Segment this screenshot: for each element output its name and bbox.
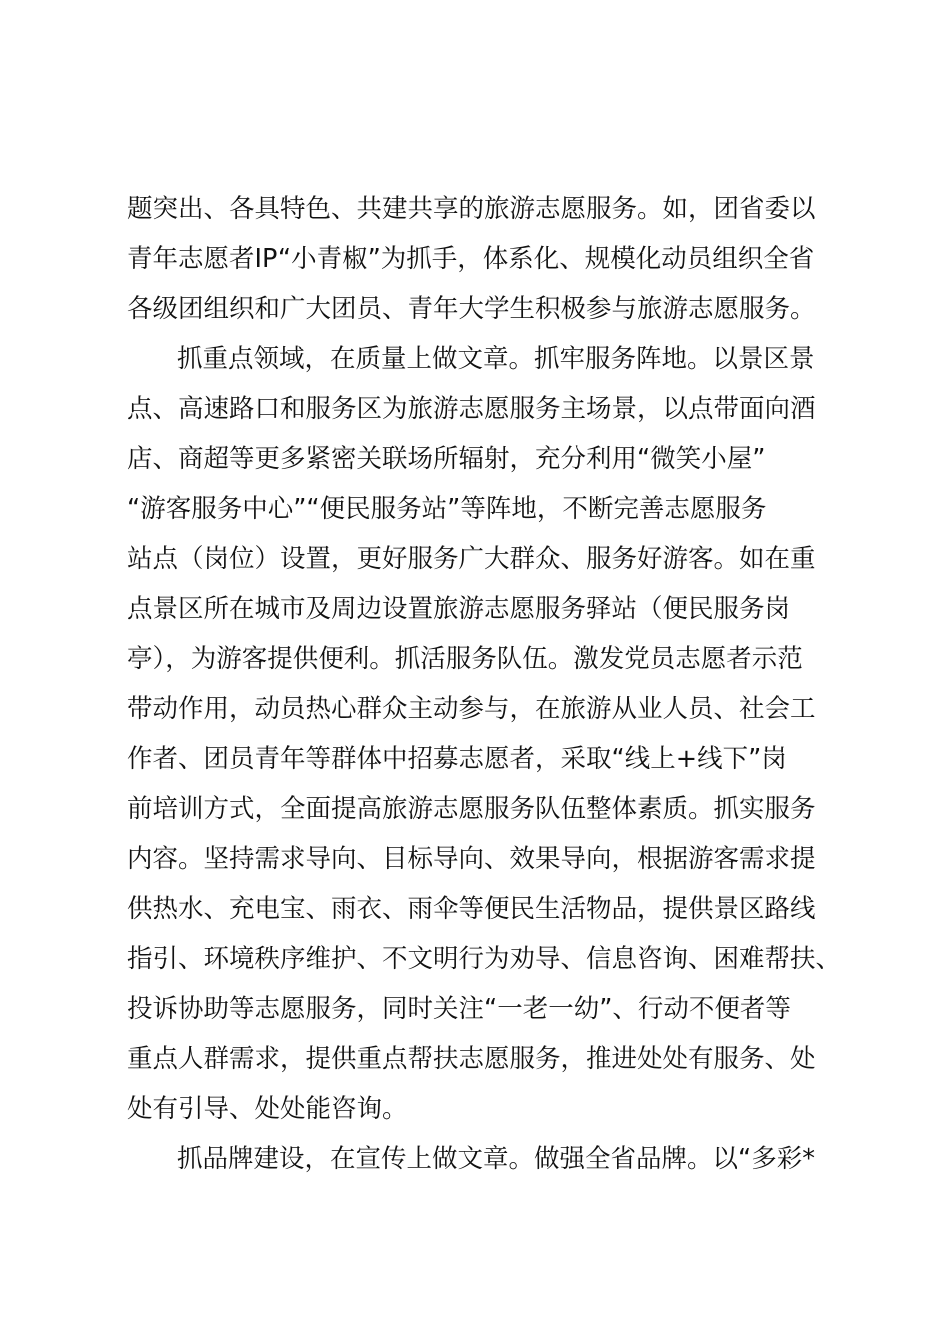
text-line: 投诉协助等志愿服务，同时关注“一老一幼”、行动不便者等 <box>127 994 791 1024</box>
paragraph-start-line: 抓重点领域，在质量上做文章。抓牢服务阵地。以景区景 <box>177 344 815 374</box>
body-text <box>127 184 857 1184</box>
text-line: 作者、团员青年等群体中招募志愿者，采取“线上+线下”岗 <box>127 744 787 774</box>
text-line: 各级团组织和广大团员、青年大学生积极参与旅游志愿服务。 <box>127 294 816 324</box>
text-line: 重点人群需求，提供重点帮扶志愿服务，推进处处有服务、处 <box>127 1044 816 1074</box>
paragraph-start-line: 抓品牌建设，在宣传上做文章。做强全省品牌。以“多彩* <box>177 1144 815 1174</box>
text-line: 内容。坚持需求导向、目标导向、效果导向，根据游客需求提 <box>127 844 816 874</box>
text-line: 青年志愿者IP“小青椒”为抓手，体系化、规模化动员组织全省 <box>127 244 815 274</box>
text-line: 点、高速路口和服务区为旅游志愿服务主场景，以点带面向酒 <box>127 394 816 424</box>
text-line: 前培训方式，全面提高旅游志愿服务队伍整体素质。抓实服务 <box>127 794 816 824</box>
text-line: 处有引导、处处能咨询。 <box>127 1094 408 1124</box>
text-line: 店、商超等更多紧密关联场所辐射，充分利用“微笑小屋” <box>127 444 766 474</box>
text-line: 点景区所在城市及周边设置旅游志愿服务驿站（便民服务岗 <box>127 594 791 624</box>
text-line: 亭），为游客提供便利。抓活服务队伍。激发党员志愿者示范 <box>127 644 803 674</box>
text-line: 题突出、各具特色、共建共享的旅游志愿服务。如，团省委以 <box>127 194 816 224</box>
text-line: “游客服务中心”“便民服务站”等阵地，不断完善志愿服务 <box>127 494 767 524</box>
text-line: 带动作用，动员热心群众主动参与，在旅游从业人员、社会工 <box>127 694 816 724</box>
text-line: 指引、环境秩序维护、不文明行为劝导、信息咨询、困难帮扶、 <box>127 944 842 974</box>
text-line: 站点（岗位）设置，更好服务广大群众、服务好游客。如在重 <box>127 544 816 574</box>
text-line: 供热水、充电宝、雨衣、雨伞等便民生活物品，提供景区路线 <box>127 894 816 924</box>
